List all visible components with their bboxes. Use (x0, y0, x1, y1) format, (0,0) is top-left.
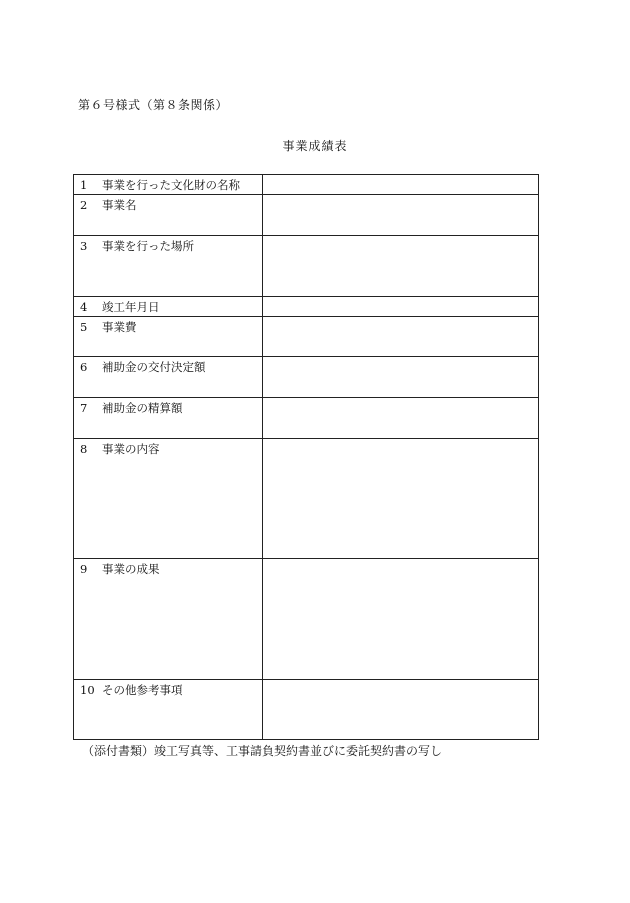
row-number: 10 (80, 683, 95, 697)
table-row (74, 398, 539, 439)
row-value-cell[interactable] (263, 175, 539, 195)
row-label-cell (74, 195, 263, 236)
row-value-cell[interactable] (263, 559, 539, 680)
row-label: 事業を行った場所 (102, 239, 194, 253)
row-label-cell (74, 175, 263, 195)
document-title: 事業成績表 (282, 139, 348, 153)
row-number: 5 (80, 320, 88, 334)
table-row (74, 236, 539, 297)
row-number: 8 (80, 442, 88, 456)
table-row (74, 680, 539, 740)
row-label-cell (74, 680, 263, 740)
row-label: 事業名 (102, 198, 137, 212)
row-label: 竣工年月日 (102, 300, 160, 314)
row-number: 1 (80, 178, 88, 192)
row-value-cell[interactable] (263, 297, 539, 317)
row-value-cell[interactable] (263, 357, 539, 398)
row-number: 7 (80, 401, 88, 415)
table-row (74, 439, 539, 559)
table-row (74, 175, 539, 195)
table-row (74, 195, 539, 236)
row-value-cell[interactable] (263, 398, 539, 439)
row-label: 補助金の交付決定額 (102, 360, 206, 374)
row-label: 事業の成果 (102, 562, 160, 576)
report-table (73, 174, 539, 740)
row-number: 9 (80, 562, 88, 576)
row-label-cell (74, 439, 263, 559)
row-label-cell (74, 398, 263, 439)
row-value-cell[interactable] (263, 680, 539, 740)
table-row (74, 357, 539, 398)
row-value-cell[interactable] (263, 236, 539, 297)
row-label-cell (74, 317, 263, 357)
table-row (74, 297, 539, 317)
row-number: 6 (80, 360, 88, 374)
row-label: 事業費 (102, 320, 137, 334)
attachments-note: （添付書類）竣工写真等、工事請負契約書並びに委託契約書の写し (82, 744, 443, 758)
form-number: 第６号様式（第８条関係） (78, 98, 229, 112)
row-label-cell (74, 357, 263, 398)
row-value-cell[interactable] (263, 195, 539, 236)
row-label: 事業を行った文化財の名称 (102, 178, 240, 192)
row-label: その他参考事項 (102, 683, 183, 697)
table-row (74, 317, 539, 357)
row-label: 補助金の精算額 (102, 401, 183, 415)
row-value-cell[interactable] (263, 439, 539, 559)
row-label: 事業の内容 (102, 442, 160, 456)
row-number: 3 (80, 239, 88, 253)
table-row (74, 559, 539, 680)
row-label-cell (74, 236, 263, 297)
row-label-cell (74, 559, 263, 680)
row-value-cell[interactable] (263, 317, 539, 357)
row-number: 2 (80, 198, 88, 212)
row-number: 4 (80, 300, 88, 314)
row-label-cell (74, 297, 263, 317)
